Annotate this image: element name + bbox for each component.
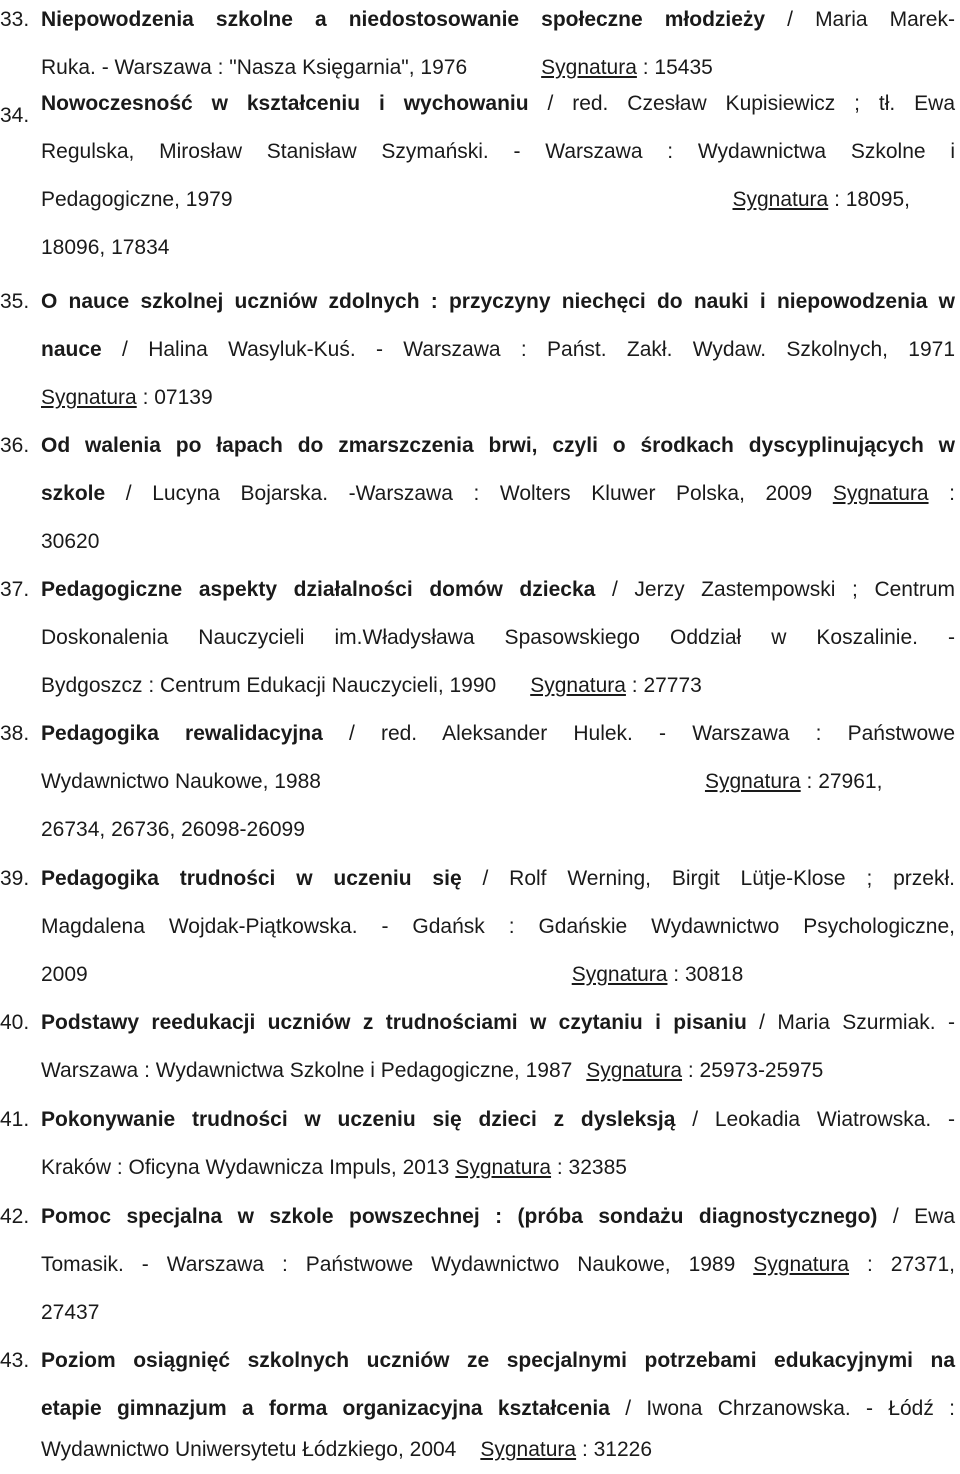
entry-line [41,710,955,758]
entry-number: 39. [0,867,30,890]
signature-label: Sygnatura [832,482,929,505]
entry-title-continued: etapie gimnazjum a forma organizacyjna kształcenia [41,1397,610,1420]
entry-line [41,0,955,44]
entry-line [41,758,955,806]
entry-publication: Wydawnictwo Uniwersytetu Łódzkiego, 2004 [41,1438,457,1461]
entry-author: / Leokadia Wiatrowska. - [692,1108,955,1131]
signature-continued: 27437 [41,1301,100,1324]
entry-title: Pedagogika trudności w uczeniu się [41,867,462,890]
entry-publication: Kraków : Oficyna Wydawnicza Impuls, 2013 [41,1156,450,1179]
entry-number: 38. [0,722,30,745]
signature-value: : 18095, [834,188,910,211]
entry-number: 33. [0,8,30,31]
entry-author: / Maria Szurmiak. - [759,1011,955,1034]
signature-label: Sygnatura [732,188,829,211]
entry-line [41,1096,955,1144]
entry-title: Pokonywanie trudności w uczeniu się dzieci z dysleksją [41,1108,676,1131]
signature-value: : 31226 [581,1438,653,1461]
entry-title: Podstawy reedukacji uczniów z trudnościami w czytaniu i pisaniu [41,1011,747,1034]
signature-label: Sygnatura [455,1156,552,1179]
entry-number: 42. [0,1205,30,1228]
signature-label: Sygnatura [571,963,668,986]
entry-line [41,1337,955,1385]
entry-author: / Ewa [892,1205,955,1228]
entry-title: Pedagogiczne aspekty działalności domów dziecka [41,578,596,601]
entry-title-continued: szkole [41,482,106,505]
signature-value: : 07139 [142,386,213,409]
entry-line [41,614,955,662]
entry-publication: Warszawa : Wydawnictwa Szkolne i Pedagogiczne, 1987 [41,1059,573,1082]
entry-author: / Maria Marek- [787,8,955,31]
entry-author: / Lucyna Bojarska. -Warszawa : Wolters Kluwer Polska, 2009 [125,482,813,505]
signature-continued: 30620 [41,530,100,553]
signature-label: Sygnatura [480,1438,577,1461]
signature-label: Sygnatura [586,1059,683,1082]
entry-publication: Pedagogiczne, 1979 [41,188,233,211]
entry-number: 41. [0,1108,30,1131]
entry-number: 34. [0,104,30,127]
entry-author: / Iwona Chrzanowska. - Łódź : [625,1397,955,1420]
entry-title: Pedagogika rewalidacyjna [41,722,323,745]
signature-label: Sygnatura [753,1253,849,1276]
entry-line [41,1241,955,1289]
entry-title: Pomoc specjalna w szkole powszechnej : (próba sondażu diagnostycznego) [41,1205,878,1228]
entry-number: 43. [0,1349,30,1372]
entry-line [41,374,955,422]
signature-value: : 27961, [806,770,883,793]
signature-continued: 26734, 26736, 26098-26099 [41,818,305,841]
entry-author: / red. Czesław Kupisiewicz ; tł. Ewa [547,92,955,115]
entry-publication: Tomasik. - Warszawa : Państwowe Wydawnictwo Naukowe, 1989 [41,1253,736,1276]
entry-line [41,80,955,128]
entry-number: 37. [0,578,30,601]
entry-line [41,662,955,710]
entry-line [41,176,955,224]
entry-line [41,224,955,272]
entry-line [41,278,955,326]
entry-publication: Bydgoszcz : Centrum Edukacji Nauczycieli, 1990 [41,674,497,697]
signature-value: : 27371, [866,1253,955,1276]
signature-value: : 15435 [642,56,713,79]
entry-line [41,470,955,518]
entry-line [41,566,955,614]
entry-publication: Magdalena Wojdak-Piątkowska. - Gdańsk : Gdańskie Wydawnictwo Psychologiczne, [41,915,955,938]
entry-line [41,951,955,999]
entry-line [41,999,955,1047]
entry-number: 40. [0,1011,30,1034]
entry-title: Nowoczesność w kształceniu i wychowaniu [41,92,529,115]
entry-line [41,1426,955,1474]
entry-line [41,1144,955,1192]
entry-publication: Wydawnictwo Naukowe, 1988 [41,770,321,793]
entry-line [41,1047,955,1095]
entry-title: Poziom osiągnięć szkolnych uczniów ze specjalnymi potrzebami edukacyjnymi na [41,1349,955,1372]
entry-author: / Halina Wasyluk-Kuś. - Warszawa : Państ. Zakł. Wydaw. Szkolnych, 1971 [122,338,956,361]
signature-label: Sygnatura [41,386,137,409]
entry-number: 35. [0,290,30,313]
entry-publication: 2009 [41,963,88,986]
signature-value: : 32385 [556,1156,627,1179]
entry-publication: Regulska, Mirosław Stanisław Szymański. - Warszawa : Wydawnictwa Szkolne i [41,140,955,163]
entry-line [41,855,955,903]
entry-line [41,1193,955,1241]
entry-line [41,128,955,176]
signature-label: Sygnatura [530,674,626,697]
entry-line [41,806,955,854]
entry-line [41,518,955,566]
entry-title: Niepowodzenia szkolne a niedostosowanie społeczne młodzieży [41,8,766,31]
entry-title: O nauce szkolnej uczniów zdolnych : przyczyny niechęci do nauki i niepowodzenia w [41,290,955,313]
signature-continued: 18096, 17834 [41,236,170,259]
entry-title-continued: nauce [41,338,102,361]
signature-value: : 25973-25975 [687,1059,824,1082]
signature-value: : [949,482,955,505]
entry-line [41,903,955,951]
signature-label: Sygnatura [541,56,637,79]
entry-title: Od walenia po łapach do zmarszczenia brwi, czyli o środkach dyscyplinujących w [41,434,955,457]
entry-author: / Jerzy Zastempowski ; Centrum [611,578,955,601]
signature-label: Sygnatura [704,770,801,793]
entry-author: / Rolf Werning, Birgit Lütje-Klose ; przekł. [482,867,955,890]
entry-author: / red. Aleksander Hulek. - Warszawa : Państwowe [348,722,955,745]
entry-number: 36. [0,434,30,457]
signature-value: : 27773 [631,674,702,697]
entry-line [41,1289,955,1337]
signature-value: : 30818 [673,963,744,986]
entry-line [41,422,955,470]
entry-publication: Ruka. - Warszawa : "Nasza Księgarnia", 1976 [41,56,468,79]
entry-publication: Doskonalenia Nauczycieli im.Władysława Spasowskiego Oddział w Koszalinie. - [41,626,955,649]
entry-line [41,326,955,374]
